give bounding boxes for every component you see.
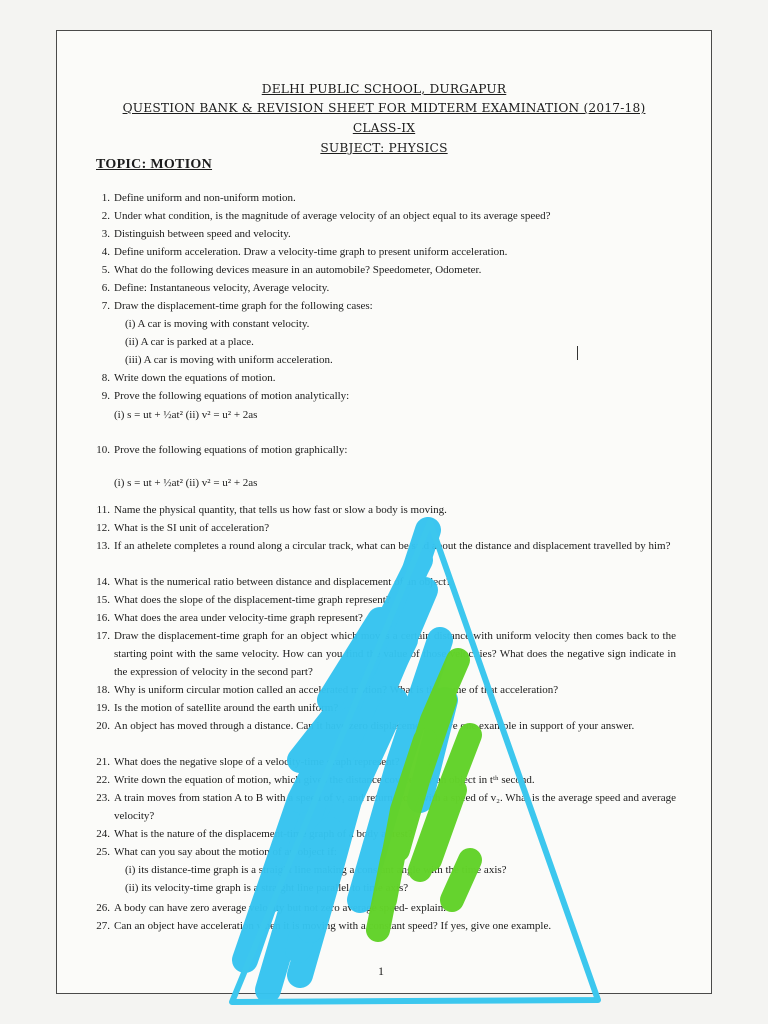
question-text: Can an object have acceleration when it is moving with a constant speed? If yes, give one example. [114, 920, 552, 932]
question-number: 1. [101, 192, 110, 204]
pen-mark [577, 346, 578, 360]
question-text: What does the negative slope of a velocity-time graph represent? [114, 756, 400, 768]
question-text: Name the physical quantity, that tells us how fast or slow a body is moving. [114, 504, 447, 516]
question-text: If an athelete completes a round along a circular track, what can be said about the distance and displacement travelled by him? [114, 540, 671, 552]
topic-heading: TOPIC: MOTION [96, 157, 213, 172]
question-number: 3. [101, 228, 110, 240]
question-text: (i) s = ut + ½at² (ii) v² = u² + 2as [114, 477, 258, 489]
question-text: (i) its distance-time graph is a straight line making a constant angle with the time axis? [125, 864, 507, 876]
sheet-title: QUESTION BANK & REVISION SHEET FOR MIDTERM EXAMINATION (2017-18) [122, 101, 646, 115]
school-name: DELHI PUBLIC SCHOOL, DURGAPUR [261, 82, 507, 96]
question-number: 23. [96, 792, 110, 804]
question-number: 15. [96, 594, 110, 606]
question-number: 12. [96, 522, 110, 534]
class-label: CLASS-IX [352, 121, 416, 135]
question-number: 26. [96, 902, 110, 914]
page-number: 1 [378, 964, 384, 978]
question-text: (ii) its velocity-time graph is a straight line parallel to time axis? [125, 882, 409, 894]
question-text: What is the nature of the displacement-time graph of a body at rest? [114, 828, 413, 840]
question-text: Define uniform and non-uniform motion. [114, 192, 296, 204]
question-number: 11. [96, 504, 110, 516]
question-text: (ii) A car is parked at a place. [125, 336, 254, 348]
question-text: Define uniform acceleration. Draw a velocity-time graph to present uniform acceleration. [114, 246, 508, 258]
question-text: What can you say about the motion of an object if: [114, 846, 337, 858]
question-number: 27. [96, 920, 110, 932]
question-number: 6. [101, 282, 110, 294]
question-text: A train moves from station A to B with a speed of v₁ and returns to A with a speed of v₂. What is the average speed and average velocity? [114, 792, 676, 822]
question-number: 24. [96, 828, 110, 840]
question-text: Write down the equation of motion, which gives the distance covered by an object in tᵗʰ second. [114, 774, 535, 786]
question-number: 21. [96, 756, 110, 768]
question-number: 19. [96, 702, 110, 714]
question-text: A body can have zero average velocity but not zero average speed- explain. [114, 902, 446, 914]
question-number: 2. [101, 210, 110, 222]
question-text: Draw the displacement-time graph for the following cases: [114, 300, 373, 312]
question-number: 4. [101, 246, 110, 258]
question-text: Distinguish between speed and velocity. [114, 228, 291, 240]
question-number: 5. [101, 264, 110, 276]
subject-label: SUBJECT: PHYSICS [320, 141, 448, 155]
question-text: What do the following devices measure in an automobile? Speedometer, Odometer. [114, 264, 482, 276]
question-text: What is the SI unit of acceleration? [114, 522, 270, 534]
question-text: (i) s = ut + ½at² (ii) v² = u² + 2as [114, 409, 258, 421]
question-text: Why is uniform circular motion called an accelerated motion? What is the name of that acceleration? [114, 684, 559, 696]
question-text: Define: Instantaneous velocity, Average velocity. [114, 282, 330, 294]
question-number: 9. [101, 390, 110, 402]
question-number: 17. [96, 630, 110, 642]
question-text: Prove the following equations of motion graphically: [114, 444, 348, 456]
question-number: 18. [96, 684, 110, 696]
question-text: Write down the equations of motion. [114, 372, 276, 384]
question-number: 14. [96, 576, 110, 588]
question-number: 22. [96, 774, 110, 786]
question-text: Under what condition, is the magnitude of average velocity of an object equal to its average speed? [114, 210, 551, 222]
question-text: Draw the displacement-time graph for an object which moves a certain distance with uniform velocity then comes back to the starting point with the same velocity. How can you find the value of those velocities? What does the negative sign indicate in the expression of velocity in the second part? [114, 630, 676, 678]
question-number: 13. [96, 540, 110, 552]
question-number: 8. [101, 372, 110, 384]
question-number: 20. [96, 720, 110, 732]
question-number: 25. [96, 846, 110, 858]
question-text: Is the motion of satellite around the earth uniform? [114, 702, 339, 714]
question-text: What does the slope of the displacement-time graph represent? [114, 594, 391, 606]
question-number: 10. [96, 444, 110, 456]
question-text: What is the numerical ratio between distance and displacement of an object? [114, 576, 451, 588]
question-text: An object has moved through a distance. Can it have zero displacement? Give one example in support of your answer. [114, 720, 635, 732]
question-number: 7. [101, 300, 110, 312]
question-text: What does the area under velocity-time graph represent? [114, 612, 363, 624]
question-number: 16. [96, 612, 110, 624]
question-text: (i) A car is moving with constant velocity. [125, 318, 310, 330]
question-text: Prove the following equations of motion analytically: [114, 390, 350, 402]
question-text: (iii) A car is moving with uniform acceleration. [125, 354, 333, 366]
